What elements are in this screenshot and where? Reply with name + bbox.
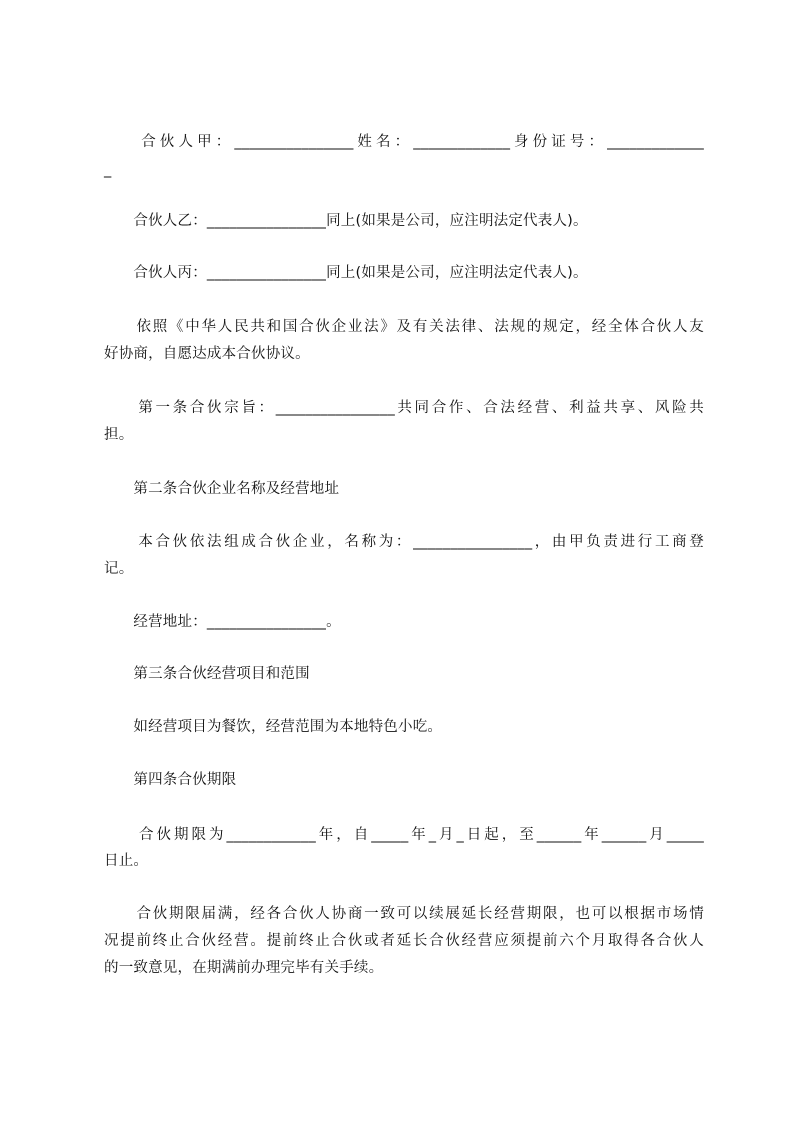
business-scope-line: 如经营项目为餐饮，经营范围为本地特色小吃。 <box>104 719 443 735</box>
partner-a-overflow-underscore: _ <box>104 162 112 178</box>
preamble-line-2: 好协商，自愿达成本合伙协议。 <box>104 346 310 362</box>
term-line-1: 合伙期限为____________年，自_____年_月_日起，至______年______月_____ <box>104 827 704 843</box>
term-extension-line-3: 的一致意见，在期满前办理完毕有关手续。 <box>104 960 384 976</box>
term-extension-line-1: 合伙期限届满，经各合伙人协商一致可以续展延长经营期限，也可以根据市场情 <box>104 906 704 922</box>
business-address-line: 经营地址：________________。 <box>104 614 341 630</box>
article-4-heading: 第四条合伙期限 <box>104 772 237 788</box>
article-3-heading: 第三条合伙经营项目和范围 <box>104 666 310 682</box>
preamble-line-1: 依照《中华人民共和国合伙企业法》及有关法律、法规的规定，经全体合伙人友 <box>104 319 704 335</box>
article-1-line-1: 第一条合伙宗旨：________________共同合作、合法经营、利益共享、风险共 <box>104 400 704 416</box>
term-extension-line-2: 况提前终止合伙经营。提前终止合伙或者延长合伙经营应须提前六个月取得各合伙人 <box>104 933 704 949</box>
term-line-2: 日止。 <box>104 853 149 869</box>
article-2-name-line-1: 本合伙依法组成合伙企业，名称为：________________，由甲负责进行工商登 <box>104 534 704 550</box>
partner-c-line: 合伙人丙：________________同上(如果是公司，应注明法定代表人)。 <box>104 265 588 281</box>
article-2-heading: 第二条合伙企业名称及经营地址 <box>104 481 340 497</box>
partner-b-line: 合伙人乙：________________同上(如果是公司，应注明法定代表人)。 <box>104 213 588 229</box>
partner-a-line: 合伙人甲：________________姓名：_____________身份证号：_____________ <box>104 134 704 150</box>
article-1-line-2: 担。 <box>104 427 134 443</box>
article-2-name-line-2: 记。 <box>104 561 134 577</box>
